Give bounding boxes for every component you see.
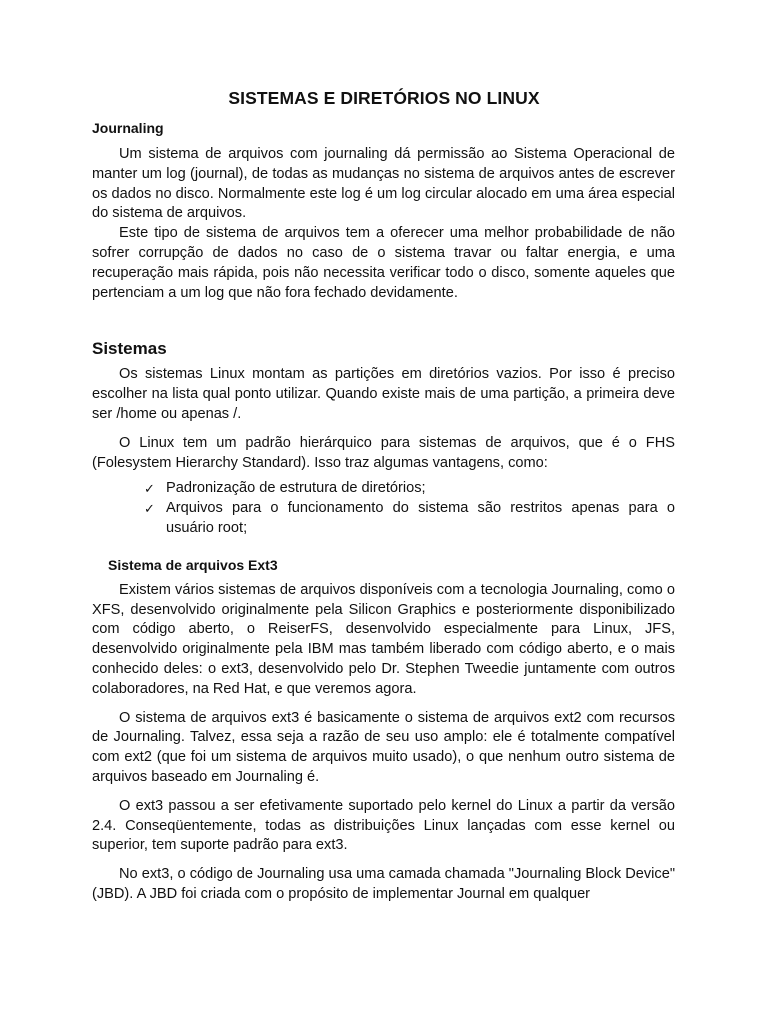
paragraph: Os sistemas Linux montam as partições em diretórios vazios. Por isso é preciso escolher na lista qual ponto utilizar. Quando existe mais de uma partição, a primeira deve ser /home ou apenas /. bbox=[92, 366, 675, 422]
paragraph: Existem vários sistemas de arquivos disponíveis com a tecnologia Journaling, como o XFS, desenvolvido originalmente pela Silicon Graphics e posteriormente disponibilizado com código aberto, o ReiserFS, desenvolvido especialmente para Linux, JFS, desenvolvido originalmente pela IBM mas também liberado com código aberto, e o mais conhecido deles: o ext3, desenvolvido pelo Dr. Stephen Tweedie juntamente com outros colaboradores, na Red Hat, e que veremos agora. bbox=[92, 581, 675, 697]
paragraph: O Linux tem um padrão hierárquico para sistemas de arquivos, que é o FHS (Folesystem Hierarchy Standard). Isso traz algumas vantagens, como: bbox=[92, 434, 675, 471]
paragraph: Este tipo de sistema de arquivos tem a oferecer uma melhor probabilidade de não sofrer corrupção de dados no caso de o sistema travar ou faltar energia, e uma recuperação mais rápida, pois não necessita verificar todo o disco, somente aqueles que pertenciam a um log que não fora fechado devidamente. bbox=[92, 225, 675, 301]
paragraph: O sistema de arquivos ext3 é basicamente o sistema de arquivos ext2 com recursos de Journaling. Talvez, essa seja a razão de seu uso amplo: ele é totalmente compatível com ext2 (que foi um sistema de arquivos muito usado), o que nenhum outro sistema de arquivos baseado em Journaling é. bbox=[92, 709, 675, 785]
document-body bbox=[92, 118, 675, 905]
paragraph: Um sistema de arquivos com journaling dá permissão ao Sistema Operacional de manter um log (journal), de todas as mudanças no sistema de arquivos antes de escrever os dados no disco. Normalmente este log é um log circular alocado em uma área especial do sistema de arquivos. bbox=[92, 146, 675, 222]
section-heading-sistemas: Sistemas bbox=[92, 339, 167, 359]
paragraph: No ext3, o código de Journaling usa uma camada chamada "Journaling Block Device" (JBD). A JBD foi criada com o propósito de implementar Journal em qualquer bbox=[92, 866, 675, 902]
checkmark-icon: ✓ bbox=[144, 501, 155, 517]
page-title: SISTEMAS E DIRETÓRIOS NO LINUX bbox=[228, 88, 540, 108]
list-item bbox=[92, 499, 675, 539]
list-item-text: Arquivos para o funcionamento do sistema são restritos apenas para o usuário root; bbox=[166, 500, 675, 536]
list-item-text: Padronização de estrutura de diretórios; bbox=[166, 480, 426, 497]
checkmark-icon: ✓ bbox=[144, 481, 155, 497]
section-heading-ext3: Sistema de arquivos Ext3 bbox=[108, 556, 278, 573]
list-item bbox=[92, 479, 675, 499]
paragraph: O ext3 passou a ser efetivamente suportado pelo kernel do Linux a partir da versão 2.4. Conseqüentemente, todas as distribuições Linux lançadas com esse kernel ou superior, tem suporte padrão para ext3. bbox=[92, 797, 675, 854]
section-heading-journaling: Journaling bbox=[92, 120, 164, 136]
checklist bbox=[92, 479, 675, 538]
